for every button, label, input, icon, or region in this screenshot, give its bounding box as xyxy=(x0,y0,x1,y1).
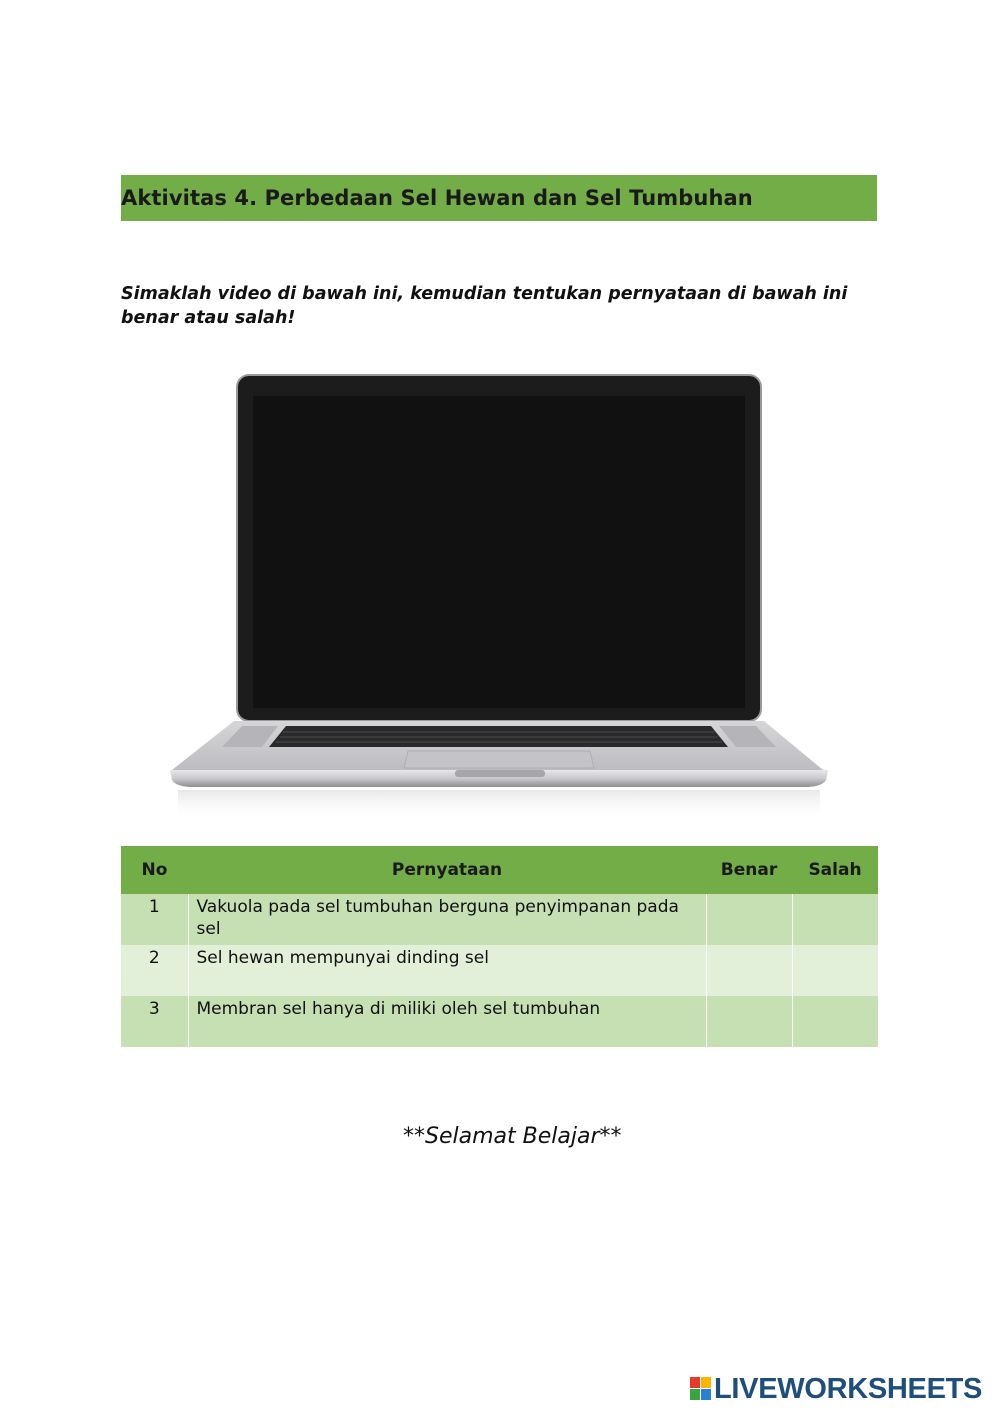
table-row xyxy=(121,945,878,996)
brand-name: LIVEWORKSHEETS xyxy=(714,1372,983,1405)
activity-title-bar xyxy=(121,175,877,221)
closing-message: **Selamat Belajar** xyxy=(403,1124,622,1149)
row-statement: Membran sel hanya di miliki oleh sel tumbuhan xyxy=(188,996,706,1047)
benar-cell[interactable] xyxy=(706,945,792,996)
row-number: 1 xyxy=(121,894,188,945)
header-no: No xyxy=(121,846,188,894)
header-benar: Benar xyxy=(706,846,792,894)
laptop-video-frame[interactable] xyxy=(168,372,830,822)
row-number: 2 xyxy=(121,945,188,996)
row-statement: Vakuola pada sel tumbuhan berguna penyimpanan pada sel xyxy=(188,894,706,945)
table-header-row xyxy=(121,846,878,894)
header-statement: Pernyataan xyxy=(188,846,706,894)
salah-cell[interactable] xyxy=(792,894,878,945)
liveworksheets-logo-icon xyxy=(690,1377,712,1401)
benar-cell[interactable] xyxy=(706,996,792,1047)
statement-table xyxy=(121,846,878,1047)
salah-cell[interactable] xyxy=(792,996,878,1047)
benar-cell[interactable] xyxy=(706,894,792,945)
header-salah: Salah xyxy=(792,846,878,894)
liveworksheets-brand[interactable] xyxy=(690,1372,982,1406)
row-number: 3 xyxy=(121,996,188,1047)
video-screen xyxy=(253,396,745,708)
salah-cell[interactable] xyxy=(792,945,878,996)
row-statement: Sel hewan mempunyai dinding sel xyxy=(188,945,706,996)
table-row xyxy=(121,996,878,1047)
activity-title: Aktivitas 4. Perbedaan Sel Hewan dan Sel Tumbuhan xyxy=(121,186,753,210)
instruction-text: Simaklah video di bawah ini, kemudian tentukan pernyataan di bawah ini benar atau salah! xyxy=(121,284,848,328)
table-row xyxy=(121,894,878,945)
